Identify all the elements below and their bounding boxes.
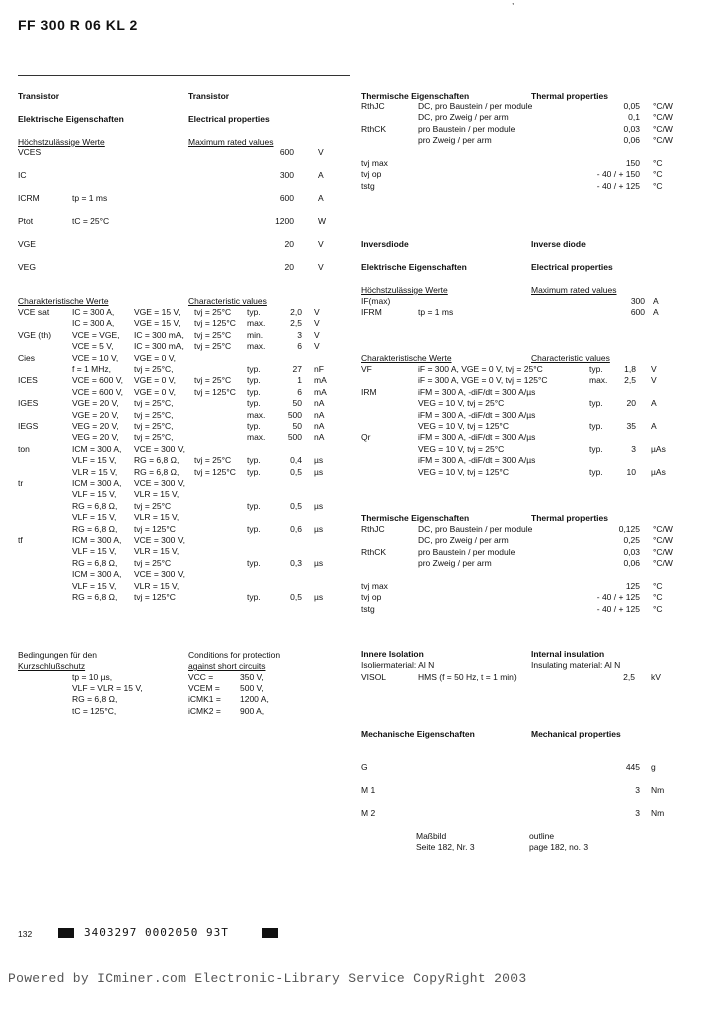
insulation-condition: HMS (f = 50 Hz, t = 1 min) bbox=[418, 672, 517, 682]
thermal1-row-value: 0,03 bbox=[623, 123, 640, 134]
short-circuit-row-parameter: iCMK1 = bbox=[188, 694, 221, 705]
short-circuit-row-value: 500 V, bbox=[240, 683, 264, 694]
char-row-condition-1: RG = 6,8 Ω, bbox=[72, 592, 118, 602]
mechanical-value: 3 bbox=[635, 808, 640, 818]
char-row-condition-1: VLF = 15 V, bbox=[72, 580, 117, 591]
char-row-condition-1: ICM = 300 A, bbox=[72, 443, 122, 454]
char-row-condition-3: tvj = 25°C bbox=[194, 329, 232, 340]
page-title: FF 300 R 06 KL 2 bbox=[18, 17, 138, 33]
diode-char-row-qualifier: typ. bbox=[589, 421, 603, 431]
insulation-symbol: VISOL bbox=[361, 672, 387, 682]
insulation-unit: kV bbox=[651, 672, 661, 682]
thermal2-row-unit: °C bbox=[653, 581, 663, 591]
char-row-condition-2: VLR = 15 V, bbox=[134, 512, 180, 523]
thermal2-row-unit: °C/W bbox=[653, 524, 673, 534]
thermal2-row-unit: °C bbox=[653, 592, 663, 603]
char-row-unit: µs bbox=[314, 523, 324, 534]
char-row-condition-3: tvj = 125°C bbox=[194, 466, 236, 477]
electrical-heading-en: Electrical properties bbox=[188, 114, 270, 124]
diode-char-row-condition: iFM = 300 A, -diF/dt = 300 A/µs bbox=[418, 386, 536, 397]
short-circuit-heading-de-1: Bedingungen für den bbox=[18, 650, 97, 660]
char-row-value: 6 bbox=[297, 341, 302, 352]
diode-char-row-condition: iFM = 300 A, -diF/dt = 300 A/µs bbox=[418, 455, 536, 466]
transistor-heading-en: Transistor bbox=[188, 91, 230, 101]
page-number: 132 bbox=[18, 929, 33, 939]
max-ratings-heading-en: Maximum rated values bbox=[188, 137, 274, 147]
corner-mark: , bbox=[512, 0, 515, 6]
diode-char-row-value: 35 bbox=[626, 421, 636, 431]
characteristics-heading-en: Characteristic values bbox=[188, 296, 267, 306]
diode-char-row-qualifier: max. bbox=[589, 375, 608, 386]
diode-char-row-value: 20 bbox=[626, 398, 636, 409]
char-row-condition-2: tvj = 25°C, bbox=[134, 364, 174, 374]
thermal1-row-value: 150 bbox=[625, 158, 640, 168]
thermal2-row-value: 125 bbox=[625, 581, 640, 591]
short-circuit-heading-de-2: Kurzschlußschutz bbox=[18, 661, 86, 671]
diode-char-row-value: 3 bbox=[631, 443, 636, 454]
insulation-value: 2,5 bbox=[623, 672, 635, 682]
thermal2-row-value: 0,03 bbox=[623, 546, 640, 557]
char-row-qualifier: typ. bbox=[247, 375, 261, 386]
max-rating-symbol: ICRM bbox=[18, 193, 40, 203]
char-row-qualifier: min. bbox=[247, 329, 264, 340]
diode-char-row-symbol: VF bbox=[361, 364, 372, 374]
thermal1-row-value: - 40 / + 150 bbox=[596, 169, 640, 180]
max-rating-value: 600 bbox=[279, 147, 294, 157]
diode-char-row-condition: VEG = 10 V, tvj = 125°C bbox=[418, 466, 509, 477]
thermal1-row-condition: DC, pro Baustein / per module bbox=[418, 101, 533, 111]
thermal2-row-symbol: RthCK bbox=[361, 546, 387, 557]
max-rating-unit: V bbox=[318, 262, 324, 272]
diode-max-heading-en: Maximum rated values bbox=[531, 285, 617, 295]
thermal2-heading-de: Thermische Eigenschaften bbox=[361, 513, 470, 523]
char-row-qualifier: max. bbox=[247, 318, 266, 329]
char-row-value: 2,5 bbox=[290, 318, 302, 329]
max-rating-condition: tp = 1 ms bbox=[72, 193, 108, 203]
char-row-condition-2: VGE = 0 V, bbox=[134, 352, 176, 363]
char-row-qualifier: typ. bbox=[247, 386, 261, 397]
diode-char-row-value: 2,5 bbox=[624, 375, 636, 386]
char-row-unit: nA bbox=[314, 421, 325, 431]
max-rating-unit: W bbox=[318, 216, 327, 226]
char-row-value: 2,0 bbox=[290, 307, 302, 317]
char-row-unit: V bbox=[314, 307, 320, 317]
mechanical-value: 445 bbox=[625, 762, 640, 772]
diode-max-row-unit: A bbox=[653, 307, 659, 318]
char-row-condition-1: RG = 6,8 Ω, bbox=[72, 500, 118, 511]
char-row-qualifier: typ. bbox=[247, 455, 261, 466]
max-rating-symbol: Ptot bbox=[18, 216, 34, 226]
char-row-qualifier: typ. bbox=[247, 557, 261, 568]
char-row-value: 1 bbox=[297, 375, 302, 386]
thermal2-row-condition: DC, pro Baustein / per module bbox=[418, 524, 533, 534]
insulation-heading-en: Internal insulation bbox=[531, 649, 605, 659]
char-row-unit: nF bbox=[314, 364, 324, 374]
thermal2-row-condition: pro Baustein / per module bbox=[418, 546, 516, 557]
max-rating-unit: V bbox=[318, 239, 324, 249]
char-row-value: 500 bbox=[287, 432, 302, 443]
char-row-qualifier: typ. bbox=[247, 592, 261, 602]
char-row-condition-1: ICM = 300 A, bbox=[72, 478, 122, 488]
max-rating-symbol: IC bbox=[18, 170, 27, 180]
char-row-condition-2: RG = 6,8 Ω, bbox=[134, 466, 180, 477]
outline-en-2: page 182, no. 3 bbox=[529, 842, 589, 852]
thermal2-row-value: 0,25 bbox=[623, 535, 640, 546]
char-row-condition-1: VGE = 20 V, bbox=[72, 398, 119, 409]
mechanical-unit: Nm bbox=[651, 808, 665, 818]
short-circuit-row-condition: RG = 6,8 Ω, bbox=[72, 694, 118, 705]
char-row-symbol: VCE sat bbox=[18, 307, 50, 317]
char-row-condition-3: tvj = 25°C bbox=[194, 455, 232, 466]
char-row-value: 0,3 bbox=[290, 557, 302, 568]
char-row-condition-1: VLF = 15 V, bbox=[72, 546, 117, 557]
thermal2-row-condition: pro Zweig / per arm bbox=[418, 558, 492, 569]
diode-char-heading-en: Characteristic values bbox=[531, 353, 610, 363]
char-row-condition-1: IC = 300 A, bbox=[72, 318, 115, 329]
thermal2-row-value: 0,06 bbox=[623, 558, 640, 569]
char-row-value: 0,5 bbox=[290, 592, 302, 602]
char-row-symbol: ton bbox=[18, 443, 30, 454]
diode-max-row-value: 300 bbox=[630, 296, 645, 306]
diode-char-row-qualifier: typ. bbox=[589, 398, 603, 409]
header-rule bbox=[18, 75, 350, 76]
char-row-qualifier: max. bbox=[247, 409, 266, 420]
thermal2-row-value: 0,125 bbox=[618, 524, 640, 534]
short-circuit-row-value: 900 A, bbox=[240, 705, 265, 716]
mechanical-symbol: G bbox=[361, 762, 368, 772]
max-rating-value: 20 bbox=[284, 262, 294, 272]
short-circuit-row-condition: tp = 10 µs, bbox=[72, 672, 113, 682]
diode-max-row-symbol: IF(max) bbox=[361, 296, 391, 306]
max-rating-value: 1200 bbox=[275, 216, 294, 226]
char-row-condition-2: VGE = 0 V, bbox=[134, 375, 176, 386]
diode-char-row-qualifier: typ. bbox=[589, 443, 603, 454]
short-circuit-row-value: 1200 A, bbox=[240, 694, 269, 705]
diode-max-row-unit: A bbox=[653, 296, 659, 306]
char-row-condition-2: tvj = 25°C, bbox=[134, 398, 174, 409]
max-rating-condition: tC = 25°C bbox=[72, 216, 110, 226]
diode-max-row-condition: tp = 1 ms bbox=[418, 307, 454, 318]
outline-de-1: Maßbild bbox=[416, 831, 447, 841]
char-row-condition-2: tvj = 25°C, bbox=[134, 421, 174, 431]
diode-char-row-qualifier: typ. bbox=[589, 364, 603, 374]
max-rating-unit: V bbox=[318, 147, 324, 157]
char-row-condition-2: VLR = 15 V, bbox=[134, 489, 180, 500]
thermal2-row-symbol: tvj op bbox=[361, 592, 382, 603]
char-row-qualifier: typ. bbox=[247, 398, 261, 409]
diode-electrical-heading-de: Elektrische Eigenschaften bbox=[361, 262, 467, 272]
char-row-condition-2: VLR = 15 V, bbox=[134, 546, 180, 557]
char-row-condition-1: VLR = 15 V, bbox=[72, 466, 118, 477]
char-row-condition-1: VCE = 10 V, bbox=[72, 352, 119, 363]
char-row-value: 0,5 bbox=[290, 466, 302, 477]
mechanical-heading-de: Mechanische Eigenschaften bbox=[361, 729, 475, 739]
max-rating-value: 20 bbox=[284, 239, 294, 249]
char-row-condition-3: tvj = 25°C bbox=[194, 341, 232, 352]
char-row-condition-2: VCE = 300 V, bbox=[134, 569, 185, 580]
insulation-material-de: Isoliermaterial: Al N bbox=[361, 660, 435, 670]
thermal1-row-unit: °C/W bbox=[653, 101, 673, 111]
mechanical-unit: Nm bbox=[651, 785, 665, 795]
char-row-value: 0,4 bbox=[290, 455, 302, 466]
char-row-condition-3: tvj = 25°C bbox=[194, 375, 232, 386]
short-circuit-row-condition: VLF = VLR = 15 V, bbox=[72, 683, 143, 694]
char-row-unit: µs bbox=[314, 455, 324, 466]
char-row-unit: V bbox=[314, 341, 320, 352]
max-rating-value: 300 bbox=[279, 170, 294, 180]
diode-max-heading-de: Höchstzulässige Werte bbox=[361, 285, 448, 295]
char-row-condition-2: VCE = 300 V, bbox=[134, 478, 185, 488]
thermal1-row-value: 0,05 bbox=[623, 101, 640, 111]
thermal1-row-condition: DC, pro Zweig / per arm bbox=[418, 112, 509, 123]
char-row-unit: µs bbox=[314, 557, 324, 568]
thermal1-row-unit: °C/W bbox=[653, 135, 673, 146]
char-row-condition-2: tvj = 25°C, bbox=[134, 409, 174, 420]
thermal1-row-value: 0,06 bbox=[623, 135, 640, 146]
thermal2-row-value: - 40 / + 125 bbox=[596, 603, 640, 614]
diode-char-heading-de: Charakteristische Werte bbox=[361, 353, 452, 363]
thermal2-row-condition: DC, pro Zweig / per arm bbox=[418, 535, 509, 546]
thermal1-row-symbol: tstg bbox=[361, 180, 375, 191]
thermal1-row-unit: °C bbox=[653, 180, 663, 191]
char-row-value: 50 bbox=[292, 398, 302, 409]
char-row-condition-1: RG = 6,8 Ω, bbox=[72, 557, 118, 568]
char-row-condition-1: VCE = VGE, bbox=[72, 329, 120, 340]
thermal1-row-unit: °C bbox=[653, 169, 663, 180]
diode-char-row-value: 10 bbox=[626, 466, 636, 477]
max-ratings-heading-de: Höchstzulässige Werte bbox=[18, 137, 105, 147]
char-row-qualifier: max. bbox=[247, 432, 266, 443]
char-row-value: 6 bbox=[297, 386, 302, 397]
char-row-condition-1: VCE = 600 V, bbox=[72, 375, 123, 386]
diode-char-row-condition: iF = 300 A, VGE = 0 V, tvj = 125°C bbox=[418, 375, 548, 386]
thermal2-row-symbol: RthJC bbox=[361, 524, 385, 534]
char-row-condition-1: VLF = 15 V, bbox=[72, 455, 117, 466]
thermal2-row-unit: °C/W bbox=[653, 558, 673, 569]
short-circuit-row-parameter: iCMK2 = bbox=[188, 705, 221, 716]
short-circuit-row-value: 350 V, bbox=[240, 672, 264, 682]
max-rating-value: 600 bbox=[279, 193, 294, 203]
char-row-unit: µs bbox=[314, 466, 324, 477]
electrical-heading-de: Elektrische Eigenschaften bbox=[18, 114, 124, 124]
diode-char-row-condition: iF = 300 A, VGE = 0 V, tvj = 25°C bbox=[418, 364, 543, 374]
char-row-condition-2: IC = 300 mA, bbox=[134, 329, 184, 340]
mechanical-heading-en: Mechanical properties bbox=[531, 729, 621, 739]
thermal1-row-value: - 40 / + 125 bbox=[596, 180, 640, 191]
diode-char-row-symbol: Qr bbox=[361, 432, 371, 443]
thermal2-heading-en: Thermal properties bbox=[531, 513, 608, 523]
char-row-symbol: IEGS bbox=[18, 421, 39, 431]
char-row-unit: mA bbox=[314, 375, 327, 386]
diode-char-row-unit: V bbox=[651, 375, 657, 386]
char-row-symbol: tf bbox=[18, 535, 23, 545]
char-row-unit: µs bbox=[314, 500, 324, 511]
char-row-qualifier: typ. bbox=[247, 523, 261, 534]
transistor-heading-de: Transistor bbox=[18, 91, 60, 101]
char-row-value: 50 bbox=[292, 421, 302, 431]
max-rating-unit: A bbox=[318, 170, 324, 180]
insulation-material-en: Insulating material: Al N bbox=[531, 660, 621, 670]
max-rating-symbol: VGE bbox=[18, 239, 36, 249]
max-rating-symbol: VCES bbox=[18, 147, 42, 157]
diode-char-row-qualifier: typ. bbox=[589, 466, 603, 477]
diode-heading-de: Inversdiode bbox=[361, 239, 409, 249]
char-row-condition-2: tvj = 125°C bbox=[134, 592, 176, 602]
thermal2-row-unit: °C bbox=[653, 603, 663, 614]
barcode-block-right bbox=[262, 928, 278, 938]
char-row-qualifier: typ. bbox=[247, 500, 261, 511]
diode-char-row-unit: V bbox=[651, 364, 657, 374]
mechanical-symbol: M 1 bbox=[361, 785, 376, 795]
diode-char-row-unit: µAs bbox=[651, 466, 666, 477]
char-row-symbol: Cies bbox=[18, 352, 36, 363]
char-row-unit: nA bbox=[314, 432, 325, 443]
char-row-qualifier: typ. bbox=[247, 421, 261, 431]
thermal1-row-value: 0,1 bbox=[628, 112, 640, 123]
char-row-unit: nA bbox=[314, 409, 325, 420]
diode-max-row-value: 600 bbox=[630, 307, 645, 318]
thermal2-row-symbol: tvj max bbox=[361, 581, 388, 591]
char-row-condition-1: f = 1 MHz, bbox=[72, 364, 111, 374]
char-row-condition-1: VGE = 20 V, bbox=[72, 409, 119, 420]
char-row-unit: V bbox=[314, 318, 320, 329]
thermal1-row-condition: pro Baustein / per module bbox=[418, 123, 516, 134]
char-row-unit: µs bbox=[314, 592, 324, 602]
char-row-condition-1: VLF = 15 V, bbox=[72, 489, 117, 500]
char-row-value: 3 bbox=[297, 329, 302, 340]
char-row-unit: nA bbox=[314, 398, 325, 409]
thermal1-row-symbol: RthJC bbox=[361, 101, 385, 111]
mechanical-value: 3 bbox=[635, 785, 640, 795]
barcode-number: 3403297 0002050 93T bbox=[84, 926, 229, 939]
char-row-condition-1: RG = 6,8 Ω, bbox=[72, 523, 118, 534]
char-row-condition-3: tvj = 25°C bbox=[194, 307, 232, 317]
diode-char-row-condition: VEG = 10 V, tvj = 125°C bbox=[418, 421, 509, 431]
thermal1-heading-de: Thermische Eigenschaften bbox=[361, 91, 470, 101]
short-circuit-row-condition: tC = 125°C, bbox=[72, 705, 117, 716]
char-row-value: 0,6 bbox=[290, 523, 302, 534]
char-row-value: 27 bbox=[292, 364, 302, 374]
char-row-condition-2: VGE = 15 V, bbox=[134, 318, 181, 329]
char-row-qualifier: max. bbox=[247, 341, 266, 352]
thermal2-row-unit: °C/W bbox=[653, 546, 673, 557]
diode-electrical-heading-en: Electrical properties bbox=[531, 262, 613, 272]
thermal1-row-symbol: tvj max bbox=[361, 158, 388, 168]
short-circuit-heading-en-1: Conditions for protection bbox=[188, 650, 281, 660]
char-row-qualifier: typ. bbox=[247, 364, 261, 374]
short-circuit-row-parameter: VCC = bbox=[188, 672, 214, 682]
thermal2-row-unit: °C/W bbox=[653, 535, 673, 546]
char-row-condition-2: tvj = 125°C bbox=[134, 523, 176, 534]
char-row-condition-1: VEG = 20 V, bbox=[72, 432, 119, 443]
thermal2-row-value: - 40 / + 125 bbox=[596, 592, 640, 603]
thermal1-row-unit: °C bbox=[653, 158, 663, 168]
char-row-condition-2: tvj = 25°C bbox=[134, 500, 172, 511]
diode-char-row-unit: µAs bbox=[651, 443, 666, 454]
char-row-symbol: tr bbox=[18, 478, 24, 488]
char-row-condition-1: VLF = 15 V, bbox=[72, 512, 117, 523]
diode-char-row-symbol: IRM bbox=[361, 386, 377, 397]
diode-max-row-symbol: IFRM bbox=[361, 307, 382, 318]
char-row-condition-1: VCE = 600 V, bbox=[72, 386, 123, 397]
diode-char-row-unit: A bbox=[651, 421, 657, 431]
diode-heading-en: Inverse diode bbox=[531, 239, 586, 249]
short-circuit-row-parameter: VCEM = bbox=[188, 683, 220, 694]
barcode-block-left bbox=[58, 928, 74, 938]
thermal1-heading-en: Thermal properties bbox=[531, 91, 608, 101]
char-row-condition-1: ICM = 300 A, bbox=[72, 535, 122, 545]
char-row-condition-2: tvj = 25°C, bbox=[134, 432, 174, 443]
diode-char-row-condition: iFM = 300 A, -diF/dt = 300 A/µs bbox=[418, 409, 536, 420]
footer-copyright: Powered by ICminer.com Electronic-Library Service CopyRight 2003 bbox=[8, 971, 527, 986]
max-rating-symbol: VEG bbox=[18, 262, 36, 272]
char-row-symbol: ICES bbox=[18, 375, 38, 386]
char-row-unit: mA bbox=[314, 386, 327, 397]
thermal1-row-symbol: RthCK bbox=[361, 123, 387, 134]
char-row-value: 0,5 bbox=[290, 500, 302, 511]
char-row-qualifier: typ. bbox=[247, 466, 261, 477]
char-row-condition-2: VGE = 0 V, bbox=[134, 386, 176, 397]
diode-char-row-condition: VEG = 10 V, tvj = 25°C bbox=[418, 398, 505, 409]
char-row-condition-2: VCE = 300 V, bbox=[134, 443, 185, 454]
char-row-symbol: IGES bbox=[18, 398, 39, 409]
char-row-condition-2: tvj = 25°C bbox=[134, 557, 172, 568]
thermal1-row-symbol: tvj op bbox=[361, 169, 382, 180]
char-row-condition-2: IC = 300 mA, bbox=[134, 341, 184, 352]
diode-char-row-unit: A bbox=[651, 398, 657, 409]
char-row-value: 500 bbox=[287, 409, 302, 420]
char-row-condition-1: IC = 300 A, bbox=[72, 307, 115, 317]
mechanical-symbol: M 2 bbox=[361, 808, 376, 818]
char-row-condition-1: ICM = 300 A, bbox=[72, 569, 122, 580]
diode-char-row-condition: iFM = 300 A, -diF/dt = 300 A/µs bbox=[418, 432, 536, 443]
insulation-heading-de: Innere Isolation bbox=[361, 649, 424, 659]
short-circuit-heading-en-2: against short circuits bbox=[188, 661, 266, 671]
char-row-condition-2: VCE = 300 V, bbox=[134, 535, 185, 545]
char-row-condition-3: tvj = 125°C bbox=[194, 386, 236, 397]
char-row-condition-3: tvj = 125°C bbox=[194, 318, 236, 329]
mechanical-unit: g bbox=[651, 762, 656, 772]
char-row-condition-2: RG = 6,8 Ω, bbox=[134, 455, 180, 466]
char-row-condition-2: VGE = 15 V, bbox=[134, 307, 181, 317]
char-row-condition-1: VEG = 20 V, bbox=[72, 421, 119, 431]
thermal2-row-symbol: tstg bbox=[361, 603, 375, 614]
diode-char-row-value: 1,8 bbox=[624, 364, 636, 374]
thermal1-row-unit: °C/W bbox=[653, 112, 673, 123]
characteristics-heading-de: Charakteristische Werte bbox=[18, 296, 109, 306]
max-rating-unit: A bbox=[318, 193, 324, 203]
char-row-symbol: VGE (th) bbox=[18, 329, 52, 340]
outline-en-1: outline bbox=[529, 831, 555, 841]
char-row-condition-2: VLR = 15 V, bbox=[134, 580, 180, 591]
thermal1-row-unit: °C/W bbox=[653, 123, 673, 134]
outline-de-2: Seite 182, Nr. 3 bbox=[416, 842, 475, 852]
thermal1-row-condition: pro Zweig / per arm bbox=[418, 135, 492, 146]
char-row-unit: V bbox=[314, 329, 320, 340]
char-row-qualifier: typ. bbox=[247, 307, 261, 317]
diode-char-row-condition: VEG = 10 V, tvj = 25°C bbox=[418, 443, 505, 454]
char-row-condition-1: VCE = 5 V, bbox=[72, 341, 114, 352]
